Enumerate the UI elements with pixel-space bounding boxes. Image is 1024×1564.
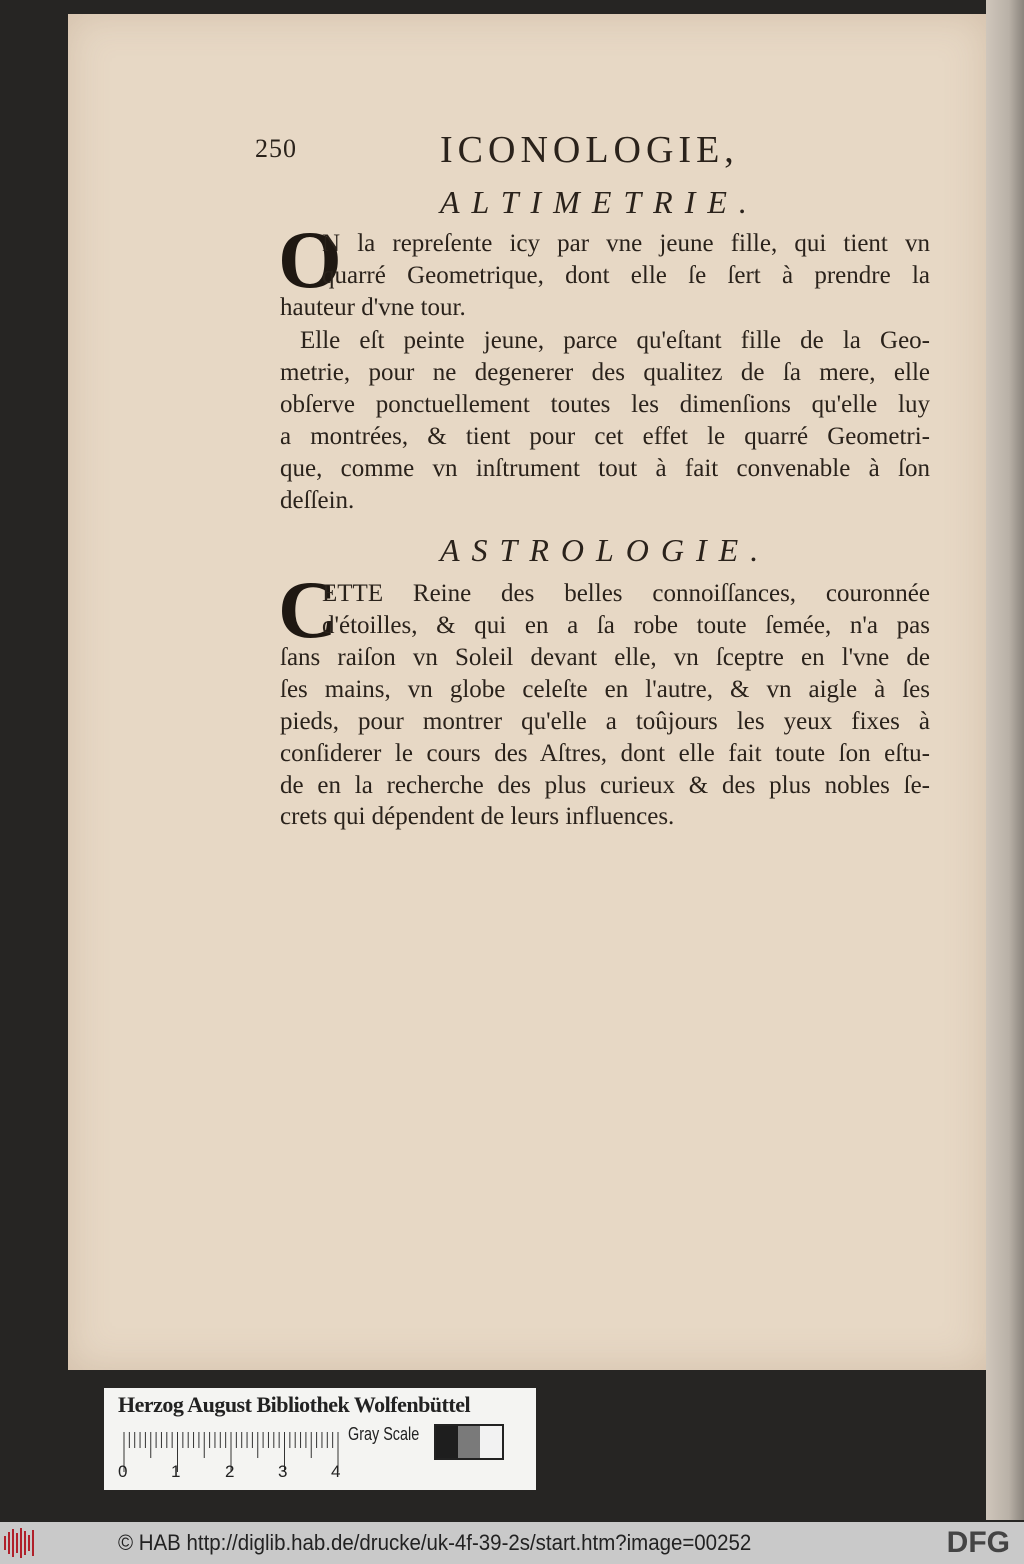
text-line: Elle eſt peinte jeune, parce qu'eſtant fille de la Geo- <box>300 327 930 354</box>
text-line: obſerve ponctuellement toutes les dimenſions qu'elle luy <box>280 391 930 418</box>
text-line: hauteur d'vne tour. <box>280 294 466 321</box>
gray-scale-label: Gray Scale <box>348 1424 420 1444</box>
institution-name: Herzog August Bibliothek Wolfenbüttel <box>118 1392 471 1417</box>
text-line: pieds, pour montrer qu'elle a toûjours les yeux fixes à <box>280 708 930 735</box>
text-line: ETTE Reine des belles connoiſſances, couronnée <box>322 580 930 607</box>
footer-bar <box>0 1522 1024 1564</box>
text-line: a montrées, & tient pour cet effet le quarré Geometri- <box>280 423 930 450</box>
text-line: conſiderer le cours des Aſtres, dont elle fait toute ſon eſtu- <box>280 740 930 767</box>
next-page-edge <box>986 0 1024 1520</box>
scale-card <box>104 1388 536 1490</box>
text-line: crets qui dépendent de leurs influences. <box>280 803 675 830</box>
text-line: metrie, pour ne degenerer des qualitez de ſa mere, elle <box>280 359 930 386</box>
text-line: N la repreſente icy par vne jeune fille, qui tient vn <box>322 230 930 257</box>
text-line: que, comme vn inſtrument tout à fait convenable à ſon <box>280 455 930 482</box>
text-line: ſans raiſon vn Soleil devant elle, vn ſceptre en l'vne de <box>280 644 930 671</box>
drop-cap-c: C <box>278 564 338 655</box>
dfg-logo: DFG <box>946 1526 1010 1559</box>
text-line: quarré Geometrique, dont elle ſe ſert à prendre la <box>322 262 930 289</box>
section-title-astrologie: ASTROLOGIE. <box>440 532 771 568</box>
drop-cap-o: O <box>278 214 342 305</box>
ruler-label: 4 <box>331 1462 341 1481</box>
hab-logo-icon <box>4 1528 36 1558</box>
section-title-altimetrie: ALTIMETRIE. <box>440 184 759 220</box>
text-line: deſſein. <box>280 487 355 514</box>
text-line: d'étoilles, & qui en a ſa robe toute ſemée, n'a pas <box>322 612 930 639</box>
ruler-label: 3 <box>278 1462 288 1481</box>
copyright-url[interactable]: © HAB http://diglib.hab.de/drucke/uk-4f-39-2s/start.htm?image=00252 <box>118 1530 752 1555</box>
gray-scale-swatch <box>434 1424 504 1460</box>
page-number: 250 <box>255 134 297 163</box>
text-line: ſes mains, vn globe celeſte en l'autre, & vn aigle à ſes <box>280 676 930 703</box>
ruler-label: 0 <box>118 1462 128 1481</box>
running-head: ICONOLOGIE, <box>440 129 739 171</box>
text-line: de en la recherche des plus curieux & des plus nobles ſe- <box>280 772 930 799</box>
ruler-label: 2 <box>225 1462 235 1481</box>
ruler-label: 1 <box>171 1462 181 1481</box>
